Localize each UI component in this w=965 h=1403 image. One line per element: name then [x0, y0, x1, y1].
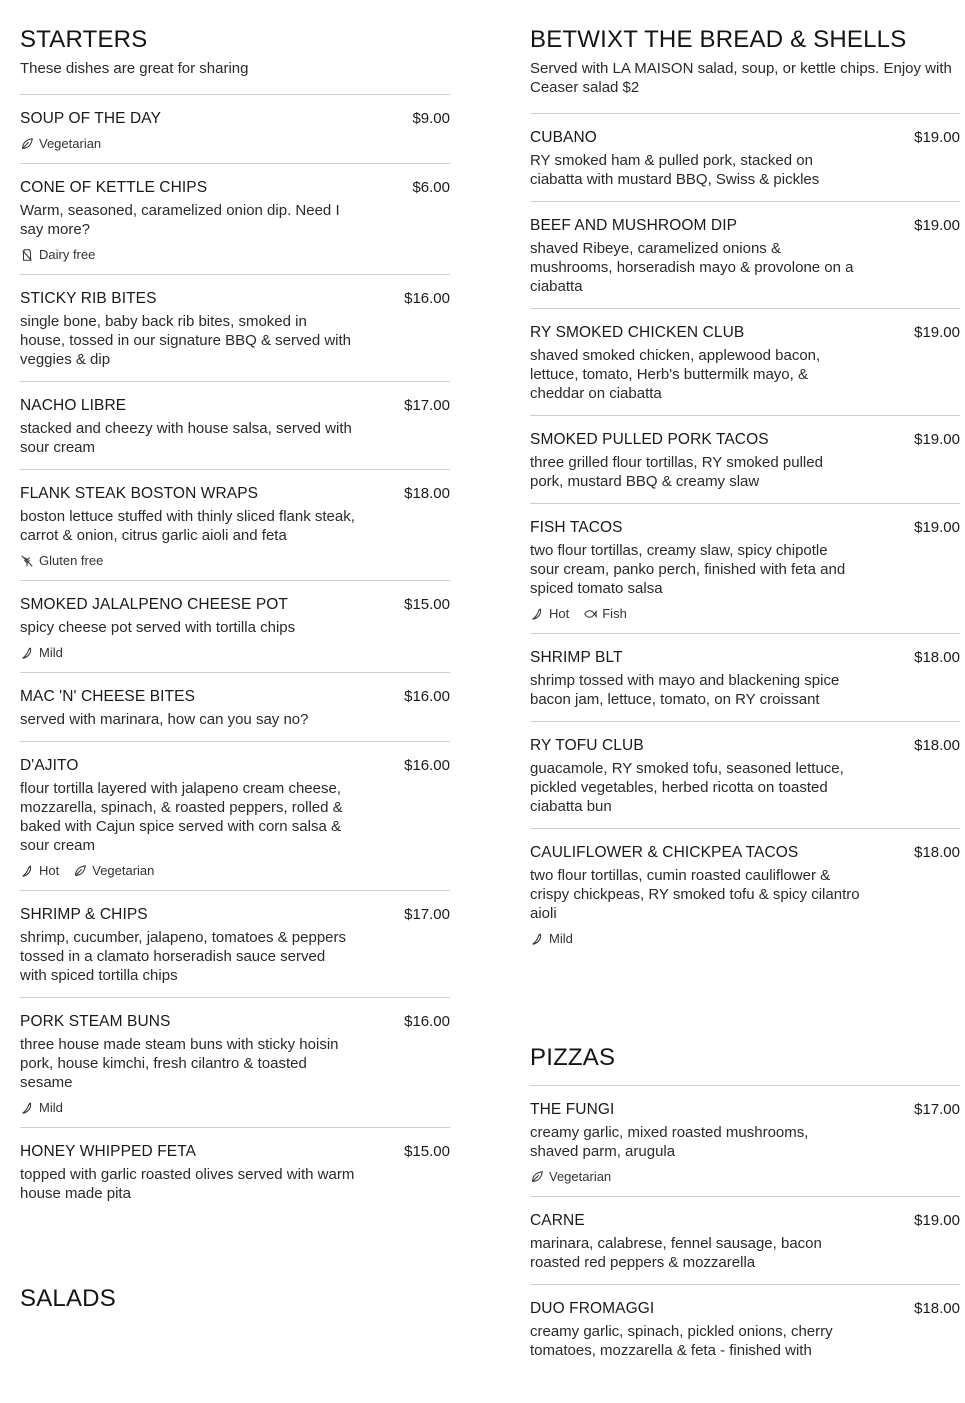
item-name: NACHO LIBRE — [20, 397, 127, 414]
menu-item — [20, 163, 450, 274]
tag-label: Mild — [549, 931, 573, 946]
section-title: PIZZAS — [530, 1044, 616, 1071]
dietary-tag — [20, 1100, 63, 1115]
item-name: MAC 'N' CHEESE BITES — [20, 688, 196, 705]
menu-item — [20, 997, 450, 1127]
menu-item — [530, 113, 960, 201]
dietary-tag — [20, 645, 63, 660]
item-name: STICKY RIB BITES — [20, 290, 157, 307]
menu-list — [530, 1085, 960, 1372]
tag-label: Hot — [39, 863, 60, 878]
item-tags — [20, 1100, 450, 1115]
item-tags — [20, 863, 450, 878]
item-price: $16.00 — [404, 757, 450, 774]
tag-label: Mild — [39, 1100, 63, 1115]
item-description: three house made steam buns with sticky hoisin pork, house kimchi, fresh cilantro & toasted sesame — [20, 1036, 339, 1091]
item-description: served with marinara, how can you say no? — [20, 711, 309, 728]
menu-list — [530, 113, 960, 958]
dietary-tag — [20, 863, 59, 878]
tag-label: Dairy free — [39, 247, 96, 262]
item-tags — [530, 606, 960, 621]
item-tags — [20, 645, 450, 660]
item-description: three grilled flour tortillas, RY smoked pulled pork, mustard BBQ & creamy slaw — [530, 454, 823, 490]
item-tags — [530, 1169, 960, 1184]
menu-item — [530, 633, 960, 721]
menu-item — [530, 828, 960, 958]
item-tags — [20, 247, 450, 262]
menu-item — [20, 94, 450, 163]
item-name: SOUP OF THE DAY — [20, 110, 162, 127]
item-price: $16.00 — [404, 1013, 450, 1030]
item-tags — [530, 931, 960, 946]
dietary-tag — [530, 1169, 611, 1184]
dietary-tag — [530, 606, 569, 621]
menu-item — [20, 274, 450, 381]
item-description: marinara, calabrese, fennel sausage, bacon roasted red peppers & mozzarella — [530, 1235, 822, 1271]
item-description: spicy cheese pot served with tortilla chips — [20, 619, 296, 636]
menu-item — [530, 1085, 960, 1196]
item-name: FISH TACOS — [530, 519, 623, 536]
menu-item — [530, 1196, 960, 1284]
item-description: shrimp tossed with mayo and blackening spice bacon jam, lettuce, tomato, on RY croissant — [530, 672, 840, 708]
dietary-tag — [20, 553, 103, 568]
item-name: RY TOFU CLUB — [530, 737, 644, 754]
item-price: $16.00 — [404, 688, 450, 705]
item-name: THE FUNGI — [530, 1101, 615, 1118]
item-name: HONEY WHIPPED FETA — [20, 1143, 197, 1160]
left-column — [20, 0, 450, 1314]
chili-icon — [20, 1101, 34, 1115]
dairy-free-icon — [20, 248, 34, 262]
menu-item — [20, 1127, 450, 1215]
item-price: $16.00 — [404, 290, 450, 307]
item-price: $19.00 — [914, 519, 960, 536]
menu-item — [530, 308, 960, 415]
menu-item — [530, 503, 960, 633]
item-name: SMOKED PULLED PORK TACOS — [530, 431, 769, 448]
menu-list — [20, 94, 450, 1215]
fish-icon — [583, 607, 597, 621]
item-description: Warm, seasoned, caramelized onion dip. Need I say more? — [20, 202, 340, 238]
section-subtitle: These dishes are great for sharing — [20, 60, 249, 77]
menu-item — [530, 1284, 960, 1372]
item-name: PORK STEAM BUNS — [20, 1013, 171, 1030]
gluten-free-icon — [20, 554, 34, 568]
chili-icon — [530, 932, 544, 946]
item-price: $15.00 — [404, 596, 450, 613]
item-description: two flour tortillas, creamy slaw, spicy chipotle sour cream, panko perch, finished with feta and spiced tomato salsa — [530, 542, 846, 597]
item-description: two flour tortillas, cumin roasted cauliflower & crispy chickpeas, RY smoked tofu & spicy cilantro aioli — [530, 867, 860, 922]
item-price: $17.00 — [914, 1101, 960, 1118]
chili-icon — [530, 607, 544, 621]
item-name: CAULIFLOWER & CHICKPEA TACOS — [530, 844, 799, 861]
tag-label: Hot — [549, 606, 570, 621]
item-price: $17.00 — [404, 906, 450, 923]
section-subtitle: Served with LA MAISON salad, soup, or kettle chips. Enjoy with Ceaser salad $2 — [530, 60, 952, 96]
dietary-tag — [583, 606, 627, 621]
leaf-icon — [20, 137, 34, 151]
section-title: STARTERS — [20, 26, 148, 53]
item-description: shaved smoked chicken, applewood bacon, lettuce, tomato, Herb's buttermilk mayo, & cheddar on ciabatta — [530, 347, 821, 402]
dietary-tag — [20, 247, 95, 262]
right-column — [530, 0, 960, 1372]
item-description: flour tortilla layered with jalapeno cream cheese, mozzarella, spinach, & roasted peppers, rolled & baked with Cajun spice served with corn salsa & sour cream — [20, 780, 343, 854]
menu-item — [530, 415, 960, 503]
item-name: BEEF AND MUSHROOM DIP — [530, 217, 738, 234]
section-starters — [20, 25, 450, 1215]
item-price: $19.00 — [914, 129, 960, 146]
item-price: $18.00 — [914, 844, 960, 861]
item-tags — [20, 553, 450, 568]
item-description: boston lettuce stuffed with thinly sliced flank steak, carrot & onion, citrus garlic aioli and feta — [20, 508, 355, 544]
dietary-tag — [20, 136, 101, 151]
item-price: $18.00 — [914, 1300, 960, 1317]
leaf-icon — [530, 1170, 544, 1184]
tag-label: Fish — [602, 606, 627, 621]
menu-item — [20, 672, 450, 741]
dietary-tag — [530, 931, 573, 946]
item-name: CONE OF KETTLE CHIPS — [20, 179, 208, 196]
tag-label: Gluten free — [39, 553, 104, 568]
item-description: shrimp, cucumber, jalapeno, tomatoes & peppers tossed in a clamato horseradish sauce served with spiced tortilla chips — [20, 929, 347, 984]
item-price: $18.00 — [404, 485, 450, 502]
item-description: single bone, baby back rib bites, smoked in house, tossed in our signature BBQ & served with veggies & dip — [20, 313, 352, 368]
menu-item — [20, 469, 450, 580]
leaf-icon — [73, 864, 87, 878]
item-description: guacamole, RY smoked tofu, seasoned lettuce, pickled vegetables, herbed ricotta on toasted ciabatta bun — [530, 760, 844, 815]
item-tags — [20, 136, 450, 151]
item-price: $9.00 — [412, 110, 450, 127]
item-price: $6.00 — [412, 179, 450, 196]
item-price: $18.00 — [914, 649, 960, 666]
item-name: FLANK STEAK BOSTON WRAPS — [20, 485, 259, 502]
menu-item — [20, 741, 450, 890]
menu-item — [20, 890, 450, 997]
item-price: $19.00 — [914, 431, 960, 448]
item-price: $19.00 — [914, 324, 960, 341]
item-name: SMOKED JALALPENO CHEESE POT — [20, 596, 288, 613]
item-name: SHRIMP BLT — [530, 649, 623, 666]
item-description: RY smoked ham & pulled pork, stacked on ciabatta with mustard BBQ, Swiss & pickles — [530, 152, 820, 188]
item-description: shaved Ribeye, caramelized onions & mushrooms, horseradish mayo & provolone on a ciabatta — [530, 240, 854, 295]
item-name: CUBANO — [530, 129, 597, 146]
item-price: $18.00 — [914, 737, 960, 754]
item-price: $19.00 — [914, 217, 960, 234]
section-sandwiches — [530, 25, 960, 958]
section-title: SALADS — [20, 1285, 116, 1312]
section-title: BETWIXT THE BREAD & SHELLS — [530, 26, 907, 53]
menu-item — [20, 381, 450, 469]
item-price: $19.00 — [914, 1212, 960, 1229]
item-description: creamy garlic, mixed roasted mushrooms, shaved parm, arugula — [530, 1124, 809, 1160]
item-name: D'AJITO — [20, 757, 79, 774]
chili-icon — [20, 864, 34, 878]
item-name: DUO FROMAGGI — [530, 1300, 655, 1317]
section-salads — [20, 1284, 450, 1314]
menu-item — [20, 580, 450, 672]
tag-label: Vegetarian — [39, 136, 102, 151]
item-name: RY SMOKED CHICKEN CLUB — [530, 324, 745, 341]
tag-label: Mild — [39, 645, 63, 660]
tag-label: Vegetarian — [92, 863, 155, 878]
menu-item — [530, 721, 960, 828]
section-pizzas — [530, 1043, 960, 1372]
item-description: topped with garlic roasted olives served with warm house made pita — [20, 1166, 355, 1202]
item-description: stacked and cheezy with house salsa, served with sour cream — [20, 420, 352, 456]
item-price: $15.00 — [404, 1143, 450, 1160]
tag-label: Vegetarian — [549, 1169, 612, 1184]
item-name: CARNE — [530, 1212, 585, 1229]
item-price: $17.00 — [404, 397, 450, 414]
menu-item — [530, 201, 960, 308]
chili-icon — [20, 646, 34, 660]
item-description: creamy garlic, spinach, pickled onions, cherry tomatoes, mozzarella & feta - finished with — [530, 1323, 833, 1359]
dietary-tag — [73, 863, 154, 878]
item-name: SHRIMP & CHIPS — [20, 906, 148, 923]
